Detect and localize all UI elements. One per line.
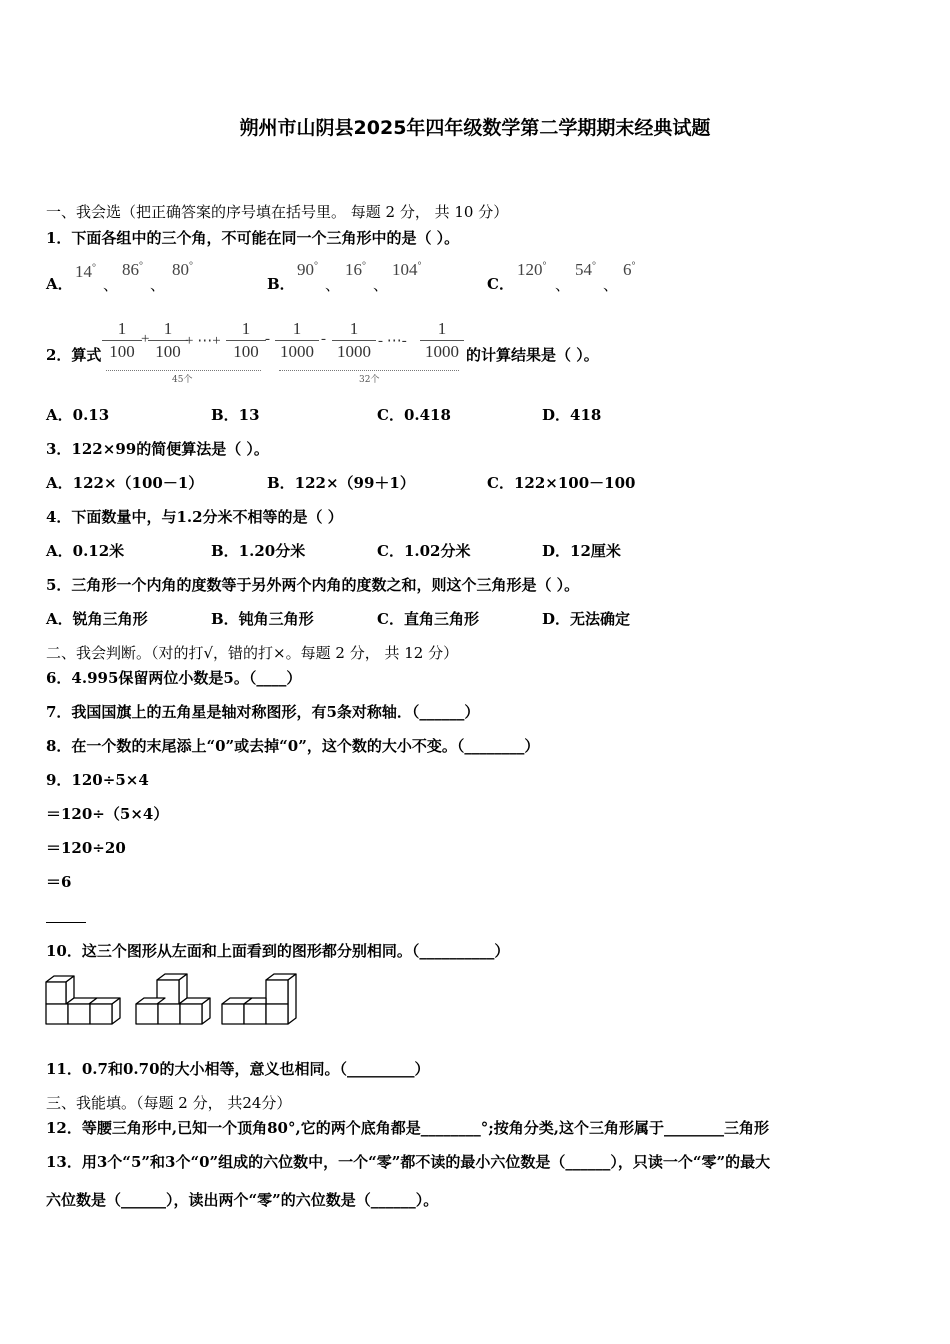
fraction-1-over-1000: $\frac{1}{1000}$ xyxy=(332,318,376,363)
question-9-line-3: ＝120÷20 xyxy=(46,839,126,857)
question-2-tail: 的计算结果是（ ）。 xyxy=(466,346,599,364)
question-4-stem: 4．下面数量中，与1.2分米不相等的是（ ） xyxy=(46,508,343,526)
q2-option-d: D．418 xyxy=(542,406,602,424)
question-5-stem: 5．三角形一个内角的度数等于另外两个内角的度数之和，则这个三角形是（ ）。 xyxy=(46,576,580,594)
q1-option-b-angle-3: 104° xyxy=(392,260,422,279)
question-11: 11．0.7和0.70的大小相等，意义也相同。（_________） xyxy=(46,1060,430,1078)
q2-option-b: B．13 xyxy=(211,406,260,424)
section-3-heading: 三、我能填。（每题 2 分， 共24分） xyxy=(46,1094,292,1112)
q3-option-c: C．122×100－100 xyxy=(487,474,636,492)
q3-option-a: A．122×（100－1） xyxy=(46,474,204,492)
fraction-1-over-1000: $\frac{1}{1000}$ xyxy=(275,318,319,363)
q1-option-b-angle-1: 90° xyxy=(297,260,318,279)
fraction-1-over-100: $\frac{1}{100}$ xyxy=(226,318,266,363)
count-45-label: 45个 xyxy=(172,375,193,385)
question-7: 7．我国国旗上的五角星是轴对称图形，有5条对称轴．（______） xyxy=(46,703,480,721)
question-13-line-1: 13．用3个“5”和3个“0”组成的六位数中，一个“零”都不读的最小六位数是（______），只读一个“零”的最大 xyxy=(46,1153,771,1171)
section-2-heading: 二、我会判断。（对的打√，错的打×。每题 2 分， 共 12 分） xyxy=(46,644,459,662)
q5-option-d: D．无法确定 xyxy=(542,610,631,628)
ellipsis-plus: + ⋯+ xyxy=(185,333,221,349)
q1-option-a-angle-1: 14° xyxy=(75,262,96,281)
q1-separator: 、 xyxy=(150,276,166,294)
question-2-lead: 2．算式 xyxy=(46,346,102,364)
underbrace-32 xyxy=(279,364,459,371)
question-9-line-2: ＝120÷（5×4） xyxy=(46,805,169,823)
q5-option-b: B．钝角三角形 xyxy=(211,610,314,628)
q2-option-a: A．0.13 xyxy=(46,406,110,424)
q1-option-a-label: A． xyxy=(46,275,73,293)
question-3-stem: 3．122×99的简便算法是（ ）。 xyxy=(46,440,269,458)
q4-option-d: D．12厘米 xyxy=(542,542,621,560)
q4-option-b: B．1.20分米 xyxy=(211,542,306,560)
q1-option-a-angle-3: 80° xyxy=(172,260,193,279)
cube-figure-2 xyxy=(136,974,210,1024)
question-1-stem: 1．下面各组中的三个角，不可能在同一个三角形中的是（ ）。 xyxy=(46,229,460,247)
question-12: 12．等腰三角形中,已知一个顶角80°,它的两个底角都是________°;按角分类,这个三角形属于________三角形 xyxy=(46,1119,769,1137)
q5-option-c: C．直角三角形 xyxy=(377,610,479,628)
fraction-1-over-100: $\frac{1}{100}$ xyxy=(148,318,188,363)
question-9-answer-blank xyxy=(46,922,86,923)
q1-option-c-angle-1: 120° xyxy=(517,260,547,279)
q3-option-b: B．122×（99＋1） xyxy=(267,474,415,492)
cube-figure-1 xyxy=(46,976,120,1024)
q1-separator: 、 xyxy=(103,276,119,294)
plus-sign: + xyxy=(141,331,150,347)
minus-sign: - xyxy=(321,331,326,347)
question-10: 10．这三个图形从左面和上面看到的图形都分别相同。（__________） xyxy=(46,942,510,960)
question-6: 6．4.995保留两位小数是5。（____） xyxy=(46,669,302,687)
q1-option-b-angle-2: 16° xyxy=(345,260,366,279)
q1-separator: 、 xyxy=(325,276,341,294)
q1-option-c-angle-3: 6° xyxy=(623,260,636,279)
count-32-label: 32个 xyxy=(359,375,380,385)
fraction-1-over-1000: $\frac{1}{1000}$ xyxy=(420,318,464,363)
q1-option-a-angle-2: 86° xyxy=(122,260,143,279)
underbrace-45 xyxy=(106,364,261,371)
page-title: 朔州市山阴县2025年四年级数学第二学期期末经典试题 xyxy=(239,117,711,139)
ellipsis-minus: - ⋯- xyxy=(378,333,407,349)
question-9-line-4: ＝6 xyxy=(46,873,72,891)
fraction-1-over-100: $\frac{1}{100}$ xyxy=(102,318,142,363)
q1-option-c-label: C． xyxy=(487,275,514,293)
cube-figure-3 xyxy=(222,974,296,1024)
section-1-heading: 一、我会选（把正确答案的序号填在括号里。 每题 2 分， 共 10 分） xyxy=(46,203,509,221)
q1-option-c-angle-2: 54° xyxy=(575,260,596,279)
question-13-line-2: 六位数是（______），读出两个“零”的六位数是（______）。 xyxy=(46,1191,439,1209)
q1-separator: 、 xyxy=(603,276,619,294)
question-8: 8．在一个数的末尾添上“0”或去掉“0”，这个数的大小不变。（________） xyxy=(46,737,540,755)
q4-option-a: A．0.12米 xyxy=(46,542,125,560)
q2-option-c: C．0.418 xyxy=(377,406,451,424)
minus-sign: - xyxy=(265,331,270,347)
q1-option-b-label: B． xyxy=(267,275,295,293)
q5-option-a: A．锐角三角形 xyxy=(46,610,148,628)
q4-option-c: C．1.02分米 xyxy=(377,542,471,560)
cube-figures xyxy=(44,970,304,1028)
q1-separator: 、 xyxy=(373,276,389,294)
question-9-line-1: 9．120÷5×4 xyxy=(46,771,149,789)
q1-separator: 、 xyxy=(555,276,571,294)
